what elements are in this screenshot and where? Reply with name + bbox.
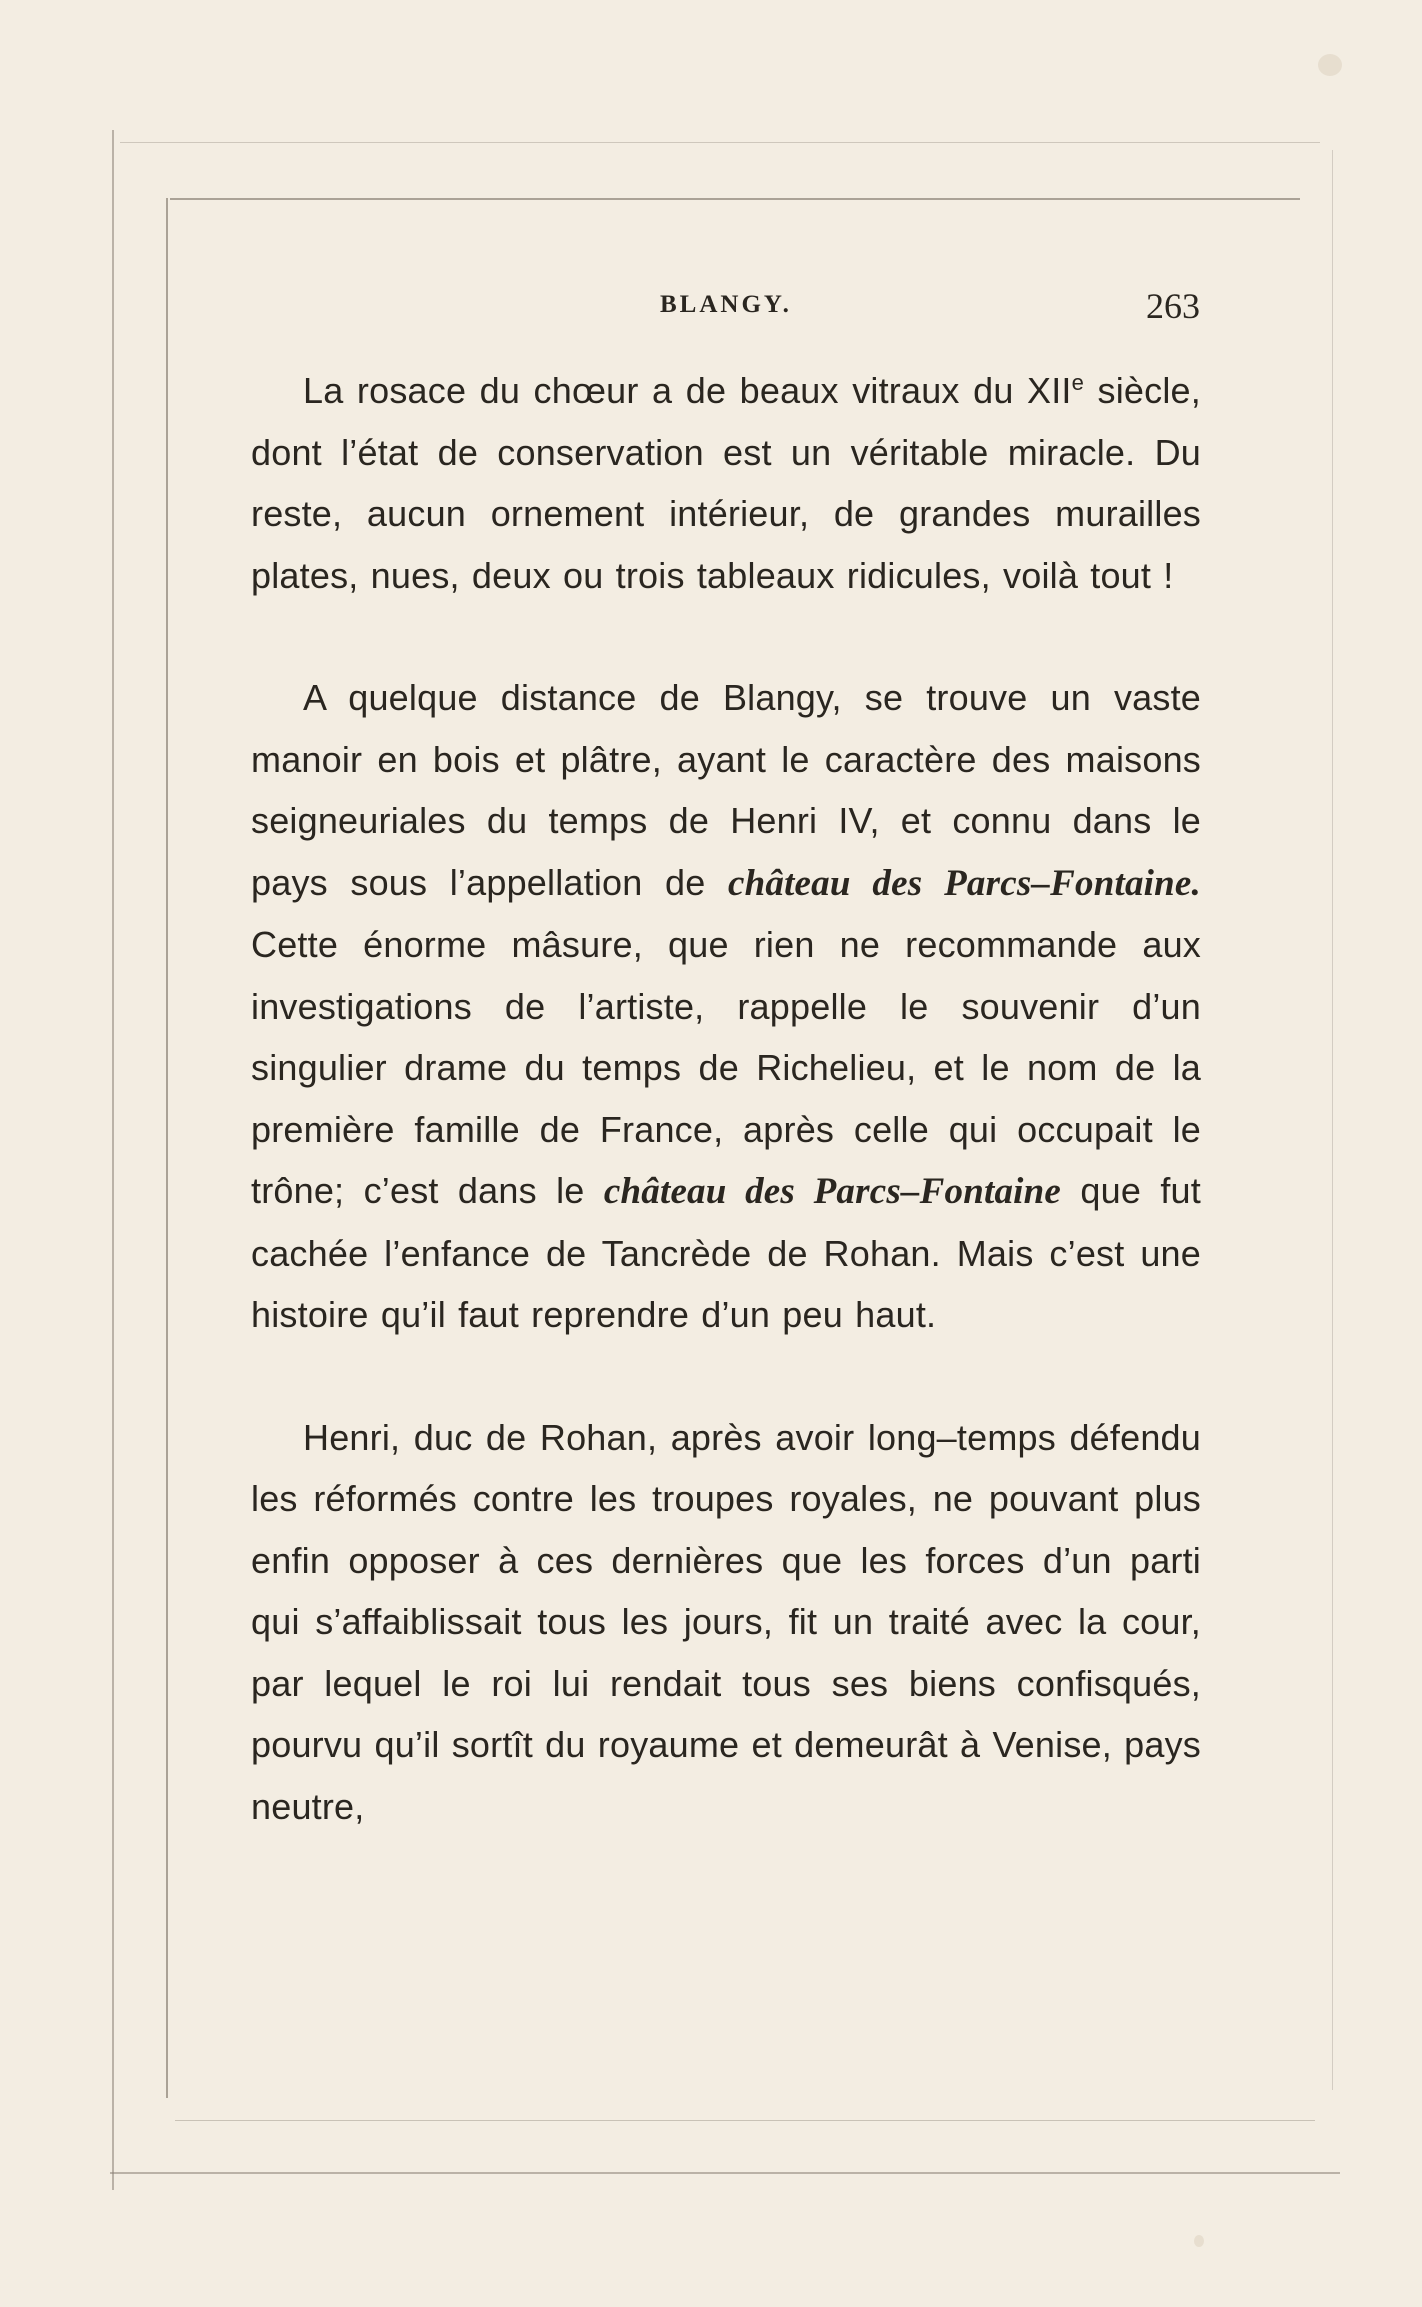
- paragraph-text: La rosace du chœur a de beaux vitraux du XII: [303, 370, 1072, 411]
- paper-stain: [1318, 54, 1342, 76]
- body-text: [251, 360, 1201, 1837]
- paragraph-text: Cette énorme mâsure, que rien ne recommande aux investigations de l’artiste, rappelle le souvenir d’un singulier drame du temps de Richelieu, et le nom de la première famille de France, après celle qui occupait le trône; c’est dans le: [251, 924, 1201, 1211]
- paragraph: [251, 360, 1201, 606]
- paragraph-text: A quelque distance de Blangy, se trouve un vaste manoir en bois et plâtre, ayant le caractère des maisons seigneuriales du temps de Henri IV, et connu dans le pays sous l’appellation de: [251, 677, 1201, 903]
- left-rule-outer: [112, 130, 114, 2190]
- paragraph: [251, 667, 1201, 1346]
- bottom-rule: [175, 2120, 1315, 2121]
- top-rule: [170, 198, 1300, 200]
- superscript: e: [1071, 370, 1085, 395]
- running-head: BLANGY.: [660, 291, 792, 318]
- paragraph-text: que fut cachée l’enfance de Tancrède de Rohan. Mais c’est une histoire qu’il faut reprendre d’un peu haut.: [251, 1170, 1201, 1335]
- paragraph-text: siècle, dont l’état de conservation est un véritable miracle. Du reste, aucun ornement intérieur, de grandes murailles plates, nues, deux ou trois tableaux ridicules, voilà tout !: [251, 370, 1201, 596]
- paper-stain: [1194, 2235, 1204, 2247]
- italic-text: château des Parcs–Fontaine: [603, 1171, 1062, 1212]
- page-header: [660, 285, 1200, 335]
- top-rule-outer: [120, 142, 1320, 143]
- bottom-rule-outer: [110, 2172, 1340, 2174]
- right-rule: [1332, 150, 1333, 2090]
- page-number: 263: [1146, 286, 1200, 326]
- paragraph: Henri, duc de Rohan, après avoir long–temps défendu les réformés contre les troupes royales, ne pouvant plus enfin opposer à ces dernières que les forces d’un parti qui s’affaiblissait tous les jours, fit un traité avec la cour, par lequel le roi lui rendait tous ses biens confisqués, pourvu qu’il sortît du royaume et demeurât à Venise, pays neutre,: [251, 1416, 1201, 1827]
- italic-text: château des Parcs–Fontaine.: [727, 862, 1201, 904]
- left-rule: [166, 198, 168, 2098]
